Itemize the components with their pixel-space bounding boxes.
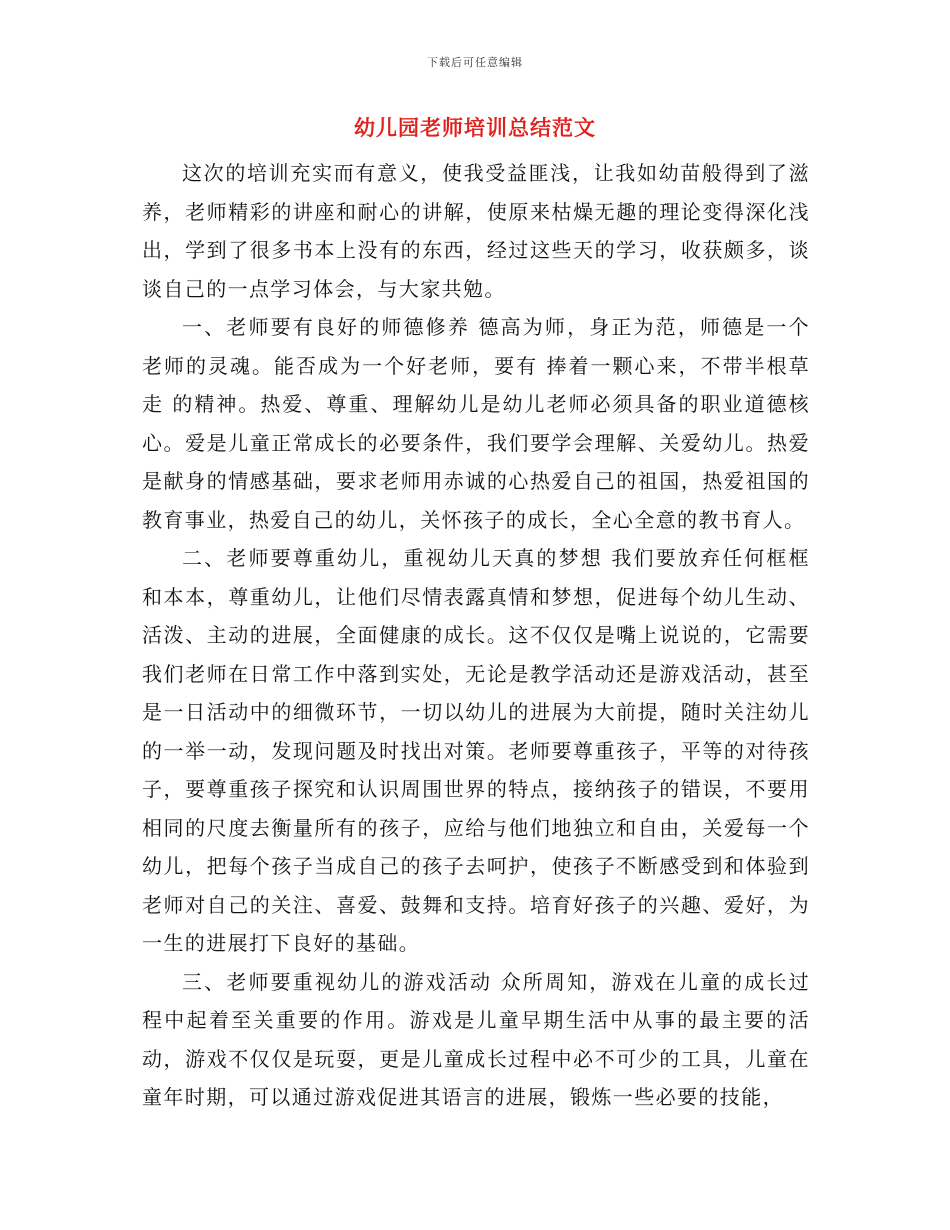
header-note: 下载后可任意编辑 — [427, 56, 523, 69]
paragraph-section-1: 一、老师要有良好的师德修养 德高为师，身正为范，师德是一个老师的灵魂。能否成为一个好老师，要有 捧着一颗心来，不带半根草走 的精神。热爱、尊重、理解幼儿是幼儿老师必须具备的职业道德核心。爱是儿童正常成长的必要条件，我们要学会理解、关爱幼儿。热爱是献身的情感基础，要求老师用赤诚的心热爱自己的祖国，热爱祖国的教育事业，热爱自己的幼儿，关怀孩子的成长，全心全意的教书育人。 — [142, 315, 810, 532]
document-body — [142, 154, 810, 1117]
paragraph-section-2: 二、老师要尊重幼儿，重视幼儿天真的梦想 我们要放弃任何框框和本本，尊重幼儿，让他们尽情表露真情和梦想，促进每个幼儿生动、活泼、主动的进展，全面健康的成长。这不仅仅是嘴上说说的，它需要我们老师在日常工作中落到实处，无论是教学活动还是游戏活动，甚至是一日活动中的细微环节，一切以幼儿的进展为大前提，随时关注幼儿的一举一动，发现问题及时找出对策。老师要尊重孩子，平等的对待孩子，要尊重孩子探究和认识周围世界的特点，接纳孩子的错误，不要用相同的尺度去衡量所有的孩子，应给与他们地独立和自由，关爱每一个幼儿，把每个孩子当成自己的孩子去呵护，使孩子不断感受到和体验到老师对自己的关注、喜爱、鼓舞和支持。培育好孩子的兴趣、爱好，为一生的进展打下良好的基础。 — [142, 546, 810, 955]
paragraph-section-3: 三、老师要重视幼儿的游戏活动 众所周知，游戏在儿童的成长过程中起着至关重要的作用。游戏是儿童早期生活中从事的最主要的活动，游戏不仅仅是玩耍，更是儿童成长过程中必不可少的工具，儿童在童年时期，可以通过游戏促进其语言的进展，锻炼一些必要的技能， — [142, 969, 810, 1109]
paragraph-intro: 这次的培训充实而有意义，使我受益匪浅，让我如幼苗般得到了滋养，老师精彩的讲座和耐心的讲解，使原来枯燥无趣的理论变得深化浅出，学到了很多书本上没有的东西，经过这些天的学习，收获颇多，谈谈自己的一点学习体会，与大家共勉。 — [142, 161, 810, 301]
document-title: 幼儿园老师培训总结范文 — [354, 116, 596, 140]
